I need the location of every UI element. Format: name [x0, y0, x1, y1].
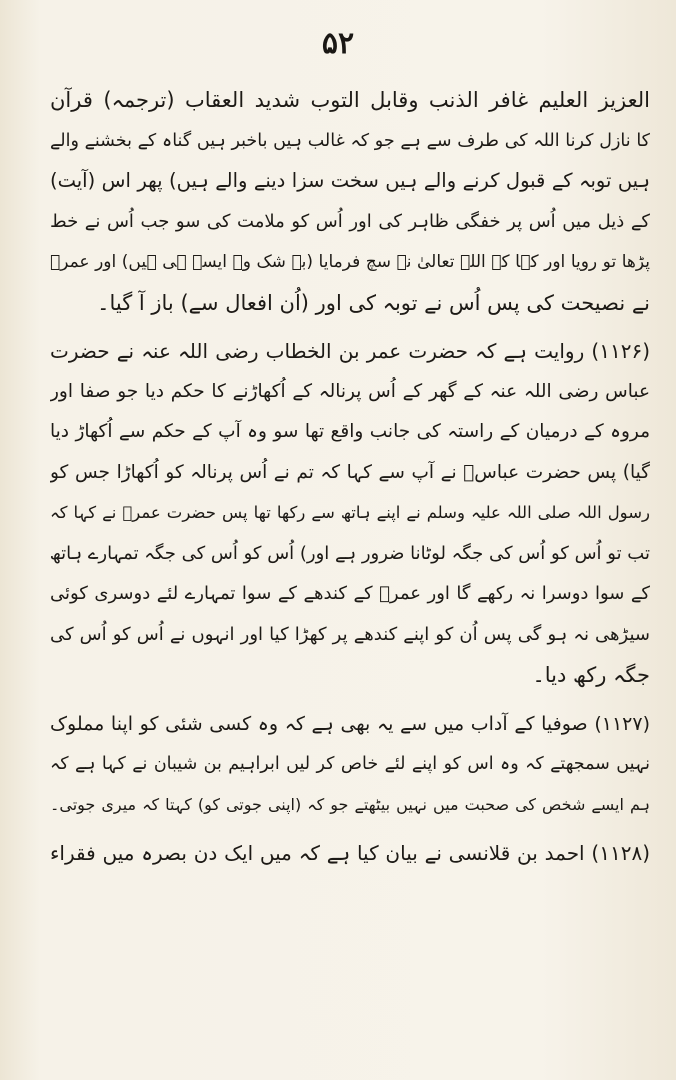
- text-line: جگہ رکھ دیا۔: [532, 663, 650, 687]
- text-line: (۱۱۲۸) احمد بن قلانسی نے بیان کیا ہے کہ میں ایک دن بصرہ میں فقراء: [50, 841, 650, 865]
- text-line: (۱۱۲۶) روایت ہے کہ حضرت عمر بن الخطاب رضی اللہ عنہ نے حضرت: [50, 339, 650, 363]
- paragraph: [50, 704, 650, 826]
- paragraph: [50, 80, 650, 323]
- text-line: کے ذیل میں اُس پر خفگی ظاہر کی اور اُس کو ملامت کی سو جب اُس نے خط: [50, 210, 650, 232]
- text-line: ہم ایسے شخص کی صحبت میں نہیں بیٹھتے جو کہ (اپنی جوتی کو) کہتا کہ میری جوتی۔: [50, 794, 650, 814]
- page-number: ۵۲: [321, 26, 355, 61]
- paragraph: [50, 331, 650, 696]
- text-line: العزیز العلیم غافر الذنب وقابل التوب شدید العقاب (ترجمہ) قرآن: [50, 88, 650, 112]
- text-line: مروہ کے درمیان کے راستہ کی جانب واقع تھا سو وہ آپ کے حکم سے اُکھاڑ دیا: [50, 421, 650, 442]
- text-line: رسول اللہ صلی اللہ علیہ وسلم نے اپنے ہاتھ سے رکھا تھا پس حضرت عمرؓ نے کہا کہ: [50, 503, 650, 522]
- text-line: گیا) پس حضرت عباسؓ نے آپ سے کہا کہ تم نے اُس پرنالہ کو اُکھاڑا جس کو: [50, 461, 650, 483]
- text-line: (۱۱۲۷) صوفیا کے آداب میں سے یہ بھی ہے کہ وہ کسی شئی کو اپنا مملوک: [50, 712, 650, 735]
- text-line: پڑھا تو رویا اور کہا کہ اللہ تعالیٰ نے سچ فرمایا (بے شک وہ ایسے ہی ہیں) اور عمرؓ: [50, 252, 650, 272]
- text-line: سیڑھی نہ ہو گی پس اُن کو اپنے کندھے پر کھڑا کیا اور انہوں نے اُس کو اُس کی: [50, 623, 650, 645]
- paragraph: [50, 833, 650, 874]
- corner-stamp: [596, 2, 674, 18]
- text-line: نہیں سمجھتے کہ وہ اس کو اپنے لئے خاص کر لیں ابراہیم بن شیبان نے کہا ہے کہ: [50, 754, 650, 774]
- page-text: [50, 80, 650, 1070]
- text-line: عباس رضی اللہ عنہ کے گھر کے اُس پرنالہ کے اُکھاڑنے کا حکم دیا جو صفا اور: [50, 380, 650, 402]
- text-line: کے سوا دوسرا نہ رکھے گا اور عمرؓ کے کندھے کے سوا تمہارے لئے دوسری کوئی: [50, 583, 650, 604]
- text-line: ہیں توبہ کے قبول کرنے والے ہیں سخت سزا دینے والے ہیں) پھر اس (آیت): [50, 169, 650, 192]
- text-line: نے نصیحت کی پس اُس نے توبہ کی اور (اُن افعال سے) باز آ گیا۔: [97, 290, 650, 315]
- text-line: تب تو اُس کو اُس کی جگہ لوٹانا ضرور ہے اور) اُس کو اُس کی جگہ تمہارے ہاتھ: [50, 542, 650, 564]
- text-line: کا نازل کرنا اللہ کی طرف سے ہے جو کہ غالب ہیں باخبر ہیں گناہ کے بخشنے والے: [50, 130, 650, 151]
